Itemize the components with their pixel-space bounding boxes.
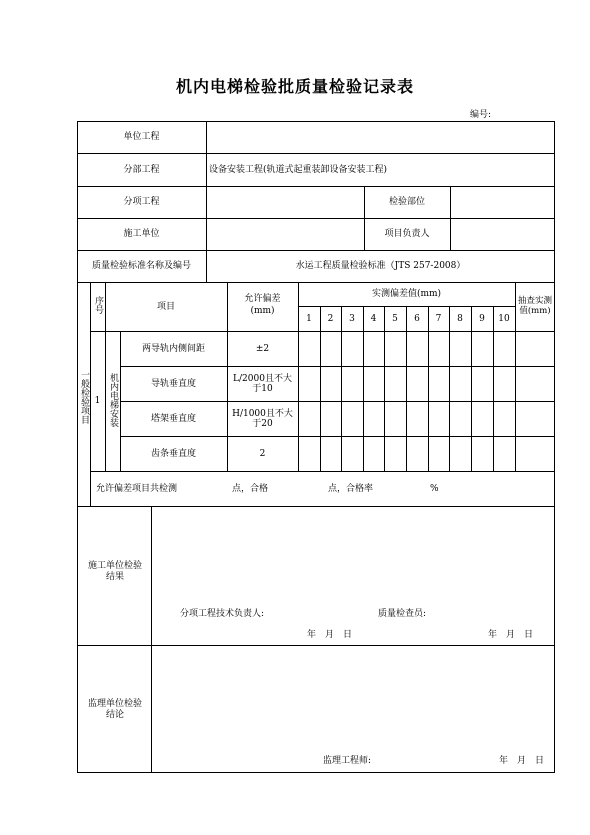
summary-qualified: 点，合格 — [232, 484, 269, 494]
grid-line — [206, 121, 207, 250]
row-number: 1 — [94, 396, 101, 406]
summary-percent: % — [430, 484, 439, 494]
sample-header: 抽查实测 — [517, 295, 552, 306]
unit-project-label: 单位工程 — [123, 132, 160, 142]
column-number: 1 — [306, 313, 312, 324]
grid-line — [450, 186, 451, 250]
column-number: 6 — [414, 313, 420, 324]
tolerance-value: 2 — [259, 448, 266, 459]
column-number: 8 — [457, 313, 463, 324]
project-leader-label: 项目负责人 — [384, 229, 430, 239]
item-name: 导轨垂直度 — [150, 378, 196, 389]
division-project-label: 分部工程 — [123, 164, 160, 175]
tolerance-header: 允许偏差 — [244, 294, 281, 304]
inspection-part-label: 检验部位 — [388, 197, 425, 207]
tolerance-value: H/1000且不大于20 — [232, 408, 293, 429]
date-field: 年 月 日 — [307, 630, 353, 640]
supervision-result-label: 监理单位检验结论 — [87, 699, 142, 720]
tolerance-value: ±2 — [255, 343, 270, 354]
division-project-value: 设备安装工程(轨道式起重装卸设备安装工程) — [209, 165, 388, 175]
column-number: 10 — [498, 313, 510, 324]
column-number: 9 — [479, 313, 485, 324]
tech-leader-label: 分项工程技术负责人: — [180, 609, 265, 619]
item-header: 项目 — [156, 301, 175, 312]
grid-line — [77, 645, 555, 646]
item-name: 塔架垂直度 — [150, 413, 196, 424]
column-number: 4 — [370, 313, 377, 324]
inspector-label: 质量检查员: — [378, 609, 427, 619]
standard-value: 水运工程质量检验标准（JTS 257-2008） — [295, 261, 466, 271]
form-number-label: 编号: — [470, 110, 492, 120]
supervising-engineer-label: 监理工程师: — [323, 756, 372, 766]
summary-rate: 点，合格率 — [328, 484, 374, 494]
sample-unit: 值(mm) — [519, 305, 551, 316]
date-field: 年 月 日 — [499, 756, 545, 766]
item-name: 齿条垂直度 — [150, 448, 196, 459]
measured-header: 实测偏差值(mm) — [371, 289, 442, 299]
grid-line — [77, 506, 555, 507]
column-number: 7 — [435, 313, 442, 324]
column-number: 3 — [349, 313, 355, 324]
tolerance-value: L/2000且不大于10 — [233, 373, 292, 394]
item-name: 两导轨内侧间距 — [141, 343, 205, 354]
column-number: 5 — [392, 313, 398, 324]
standard-label: 质量检验标准名称及编号 — [91, 261, 191, 271]
column-number: 2 — [327, 313, 334, 324]
elevator-install-label: 机内电梯安装 — [108, 373, 118, 427]
general-items-label: 一般检验项目 — [79, 370, 89, 424]
tolerance-unit: (mm) — [250, 306, 275, 316]
grid-line — [90, 471, 555, 472]
grid-line — [151, 506, 152, 773]
subitem-project-label: 分项工程 — [123, 197, 160, 207]
date-field: 年 月 日 — [488, 630, 534, 640]
summary-prefix: 允许偏差项目共检测 — [96, 484, 178, 494]
seq-header: 序号 — [93, 296, 103, 314]
construction-result-label: 施工单位检验结果 — [87, 561, 142, 582]
construction-unit-label: 施工单位 — [123, 229, 160, 239]
form-title: 机内电梯检验批质量检验记录表 — [175, 77, 414, 96]
